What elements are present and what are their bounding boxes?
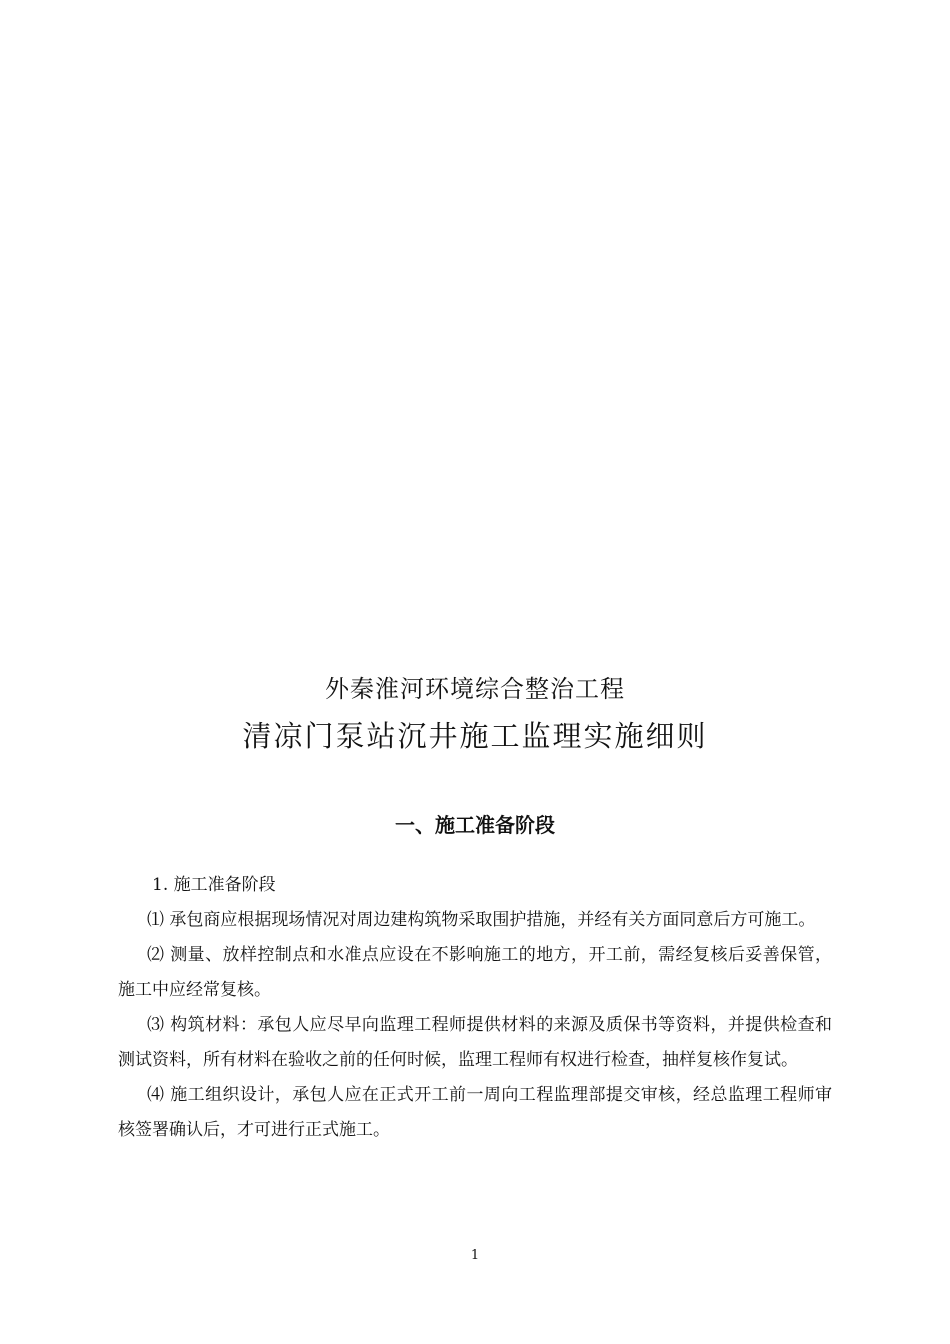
paragraph-1: ⑴ 承包商应根据现场情况对周边建构筑物采取围护措施，并经有关方面同意后方可施工。: [147, 910, 816, 930]
paragraph-3: ⑶ 构筑材料：承包人应尽早向监理工程师提供材料的来源及质保书等资料，并提供检查和测试资料，所有材料在验收之前的任何时候，监理工程师有权进行检查，抽样复核作复试。: [118, 1015, 832, 1070]
page-number: 1: [470, 1248, 480, 1263]
paragraph-4: ⑷ 施工组织设计，承包人应在正式开工前一周向工程监理部提交审核，经总监理工程师审核签署确认后，才可进行正式施工。: [118, 1085, 832, 1140]
subsection-heading: 1. 施工准备阶段: [152, 875, 276, 895]
project-title: 外秦淮河环境综合整治工程: [325, 675, 625, 703]
body-text: [118, 868, 832, 1148]
section-heading: 一、施工准备阶段: [395, 813, 555, 837]
paragraph-2: ⑵ 测量、放样控制点和水准点应设在不影响施工的地方，开工前，需经复核后妥善保管，施工中应经常复核。: [118, 945, 832, 1000]
document-title: 清凉门泵站沉井施工监理实施细则: [242, 719, 708, 753]
